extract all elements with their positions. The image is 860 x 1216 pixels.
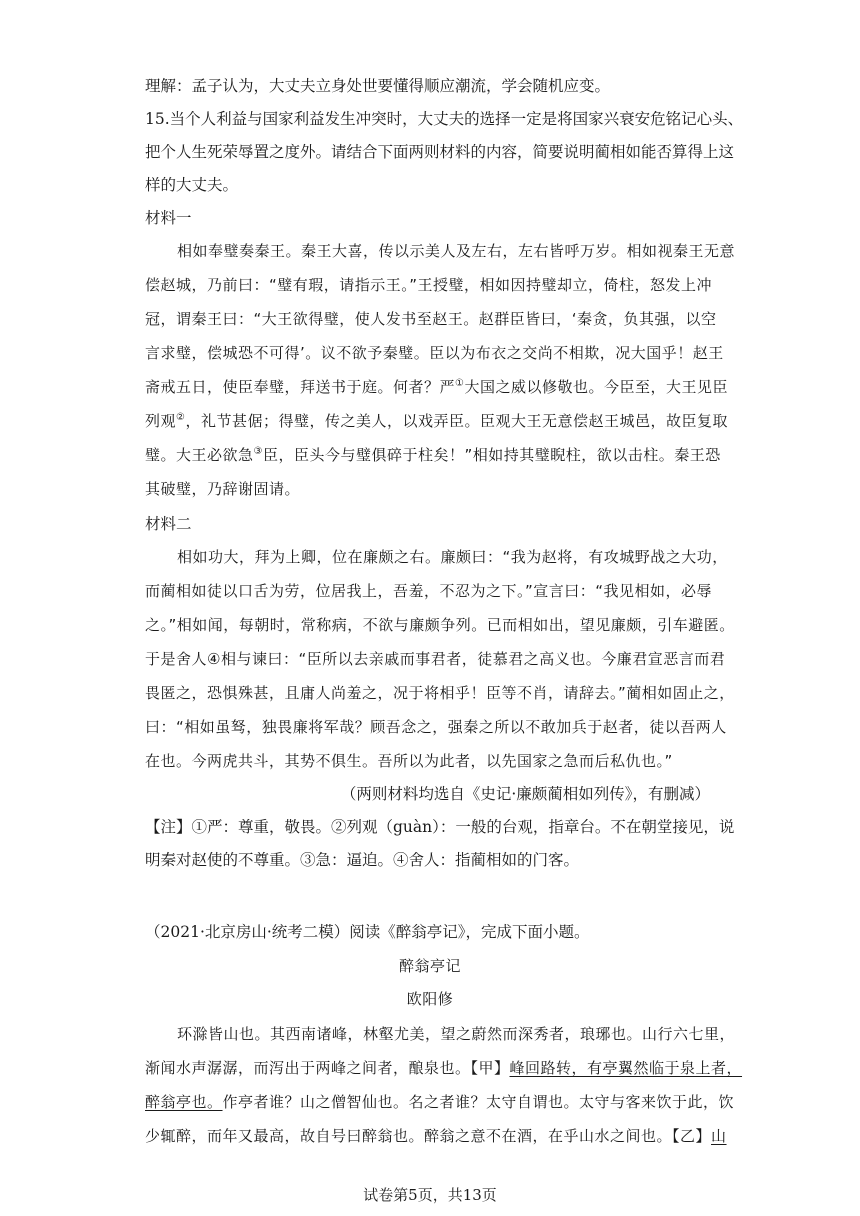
material2-line: 之。”相如闻，每朝时，常称病，不欲与廉颇争列。已而相如出，望见廉颇，引车避匿。 [145, 616, 735, 634]
next-question-intro: （2021·北京房山·统考二模）阅读《醉翁亭记》，完成下面小题。 [145, 923, 590, 941]
q15-line3: 样的大丈夫。 [145, 176, 239, 194]
material1-heading: 材料一 [145, 209, 192, 227]
underlined-segment: 峰回路转，有亭翼然临于泉上者， [509, 1059, 743, 1077]
material2-line: 畏匿之，恐惧殊甚，且庸人尚羞之，况于将相乎！臣等不肖，请辞去。”蔺相如固止之， [145, 684, 735, 702]
material2-line: 曰：“相如虽驽，独畏廉将军哉？顾吾念之，强秦之所以不敢加兵于赵者，徒以吾两人 [145, 718, 727, 736]
material2-line: 而蔺相如徒以口舌为劳，位居我上，吾羞，不忍为之下。”宣言曰：“我见相如，必辱 [145, 582, 713, 600]
text-segment: 少辄醉，而年又最高，故自号曰醉翁也。醉翁之意不在酒，在乎山水之间也。【乙】 [145, 1127, 712, 1145]
material1-line [145, 410, 728, 431]
footnote-mark: ① [455, 378, 465, 389]
page-footer: 试卷第5页，共13页 [363, 1186, 497, 1204]
footnote-mark: ③ [253, 446, 263, 457]
material1-line [145, 444, 721, 465]
text-segment: 列观 [145, 412, 177, 430]
text-segment: 渐闻水声潺潺，而泻出于两峰之间者，酿泉也。【甲】 [145, 1059, 510, 1077]
text-segment: ，礼节甚倨；得璧，传之美人，以戏弄臣。臣观大王无意偿赵王城邑，故臣复取 [185, 412, 728, 430]
material1-line: 言求璧，偿城恐不可得’。议不欲予秦璧。臣以为布衣之交尚不相欺，况大国乎！赵王 [145, 344, 724, 362]
text-segment: 斋戒五日，使臣奉璧，拜送书于庭。何者？严 [145, 378, 456, 396]
essay-line [145, 1091, 734, 1112]
q14-understanding: 理解：孟子认为，大丈夫立身处世要懂得顺应潮流，学会随机应变。 [145, 77, 611, 95]
underlined-segment: 醉翁亭也。 [145, 1093, 223, 1111]
material2-line: 相如功大，拜为上卿，位在廉颇之右。廉颇曰：“我为赵将，有攻城野战之大功， [177, 548, 728, 566]
notes-line: 明秦对赵使的不尊重。③急：逼迫。④舍人：指蔺相如的门客。 [145, 851, 580, 869]
material2-heading: 材料二 [145, 515, 192, 533]
essay-line [145, 1125, 727, 1146]
essay-line: 环滁皆山也。其西南诸峰，林壑尤美，望之蔚然而深秀者，琅琊也。山行六七里， [177, 1025, 736, 1043]
material1-line: 其破璧，乃辞谢固请。 [145, 480, 301, 498]
material2-line: 在也。今两虎共斗，其势不俱生。吾所以为此者，以先国家之急而后私仇也。” [145, 752, 673, 770]
essay-title: 醉翁亭记 [398, 957, 461, 975]
underlined-segment: 山 [711, 1127, 727, 1145]
q15-line1: 15.当个人利益与国家利益发生冲突时，大丈夫的选择一定是将国家兴衰安危铭记心头、 [145, 110, 744, 128]
text-segment: 作亭者谁？山之僧智仙也。名之者谁？太守自谓也。太守与客来饮于此，饮 [222, 1093, 735, 1111]
material1-line: 偿赵城，乃前曰：“璧有瑕，请指示王。”王授璧，相如因持璧却立，倚柱，怒发上冲 [145, 276, 713, 294]
text-segment: 璧。大王必欲急 [145, 446, 254, 464]
material1-line: 冠，谓秦王曰：“大王欲得璧，使人发书至赵王。赵群臣皆曰，‘秦贪，负其强，以空 [145, 310, 717, 328]
text-segment: 大国之威以修敬也。今臣至，大王见臣 [464, 378, 728, 396]
footnote-mark: ② [176, 412, 186, 423]
material1-line [145, 376, 728, 397]
material2-line: 于是舍人④相与谏曰：“臣所以去亲戚而事君者，徒慕君之高义也。今廉君宣恶言而君 [145, 650, 726, 668]
source-citation: （两则材料均选自《史记·廉颇蔺相如列传》，有删减） [340, 785, 710, 803]
essay-line [145, 1057, 742, 1078]
material1-line: 相如奉璧奏秦王。秦王大喜，传以示美人及左右，左右皆呼万岁。相如视秦王无意 [177, 242, 736, 260]
essay-author: 欧阳修 [406, 990, 454, 1008]
notes-line: 【注】①严：尊重，敬畏。②列观（guàn）：一般的台观，指章台。不在朝堂接见，说 [145, 818, 735, 836]
q15-line2: 把个人生死荣辱置之度外。请结合下面两则材料的内容，简要说明蔺相如能否算得上这 [145, 143, 735, 161]
text-segment: 臣，臣头今与璧俱碎于柱矣！”相如持其璧睨柱，欲以击柱。秦王恐 [262, 446, 721, 464]
